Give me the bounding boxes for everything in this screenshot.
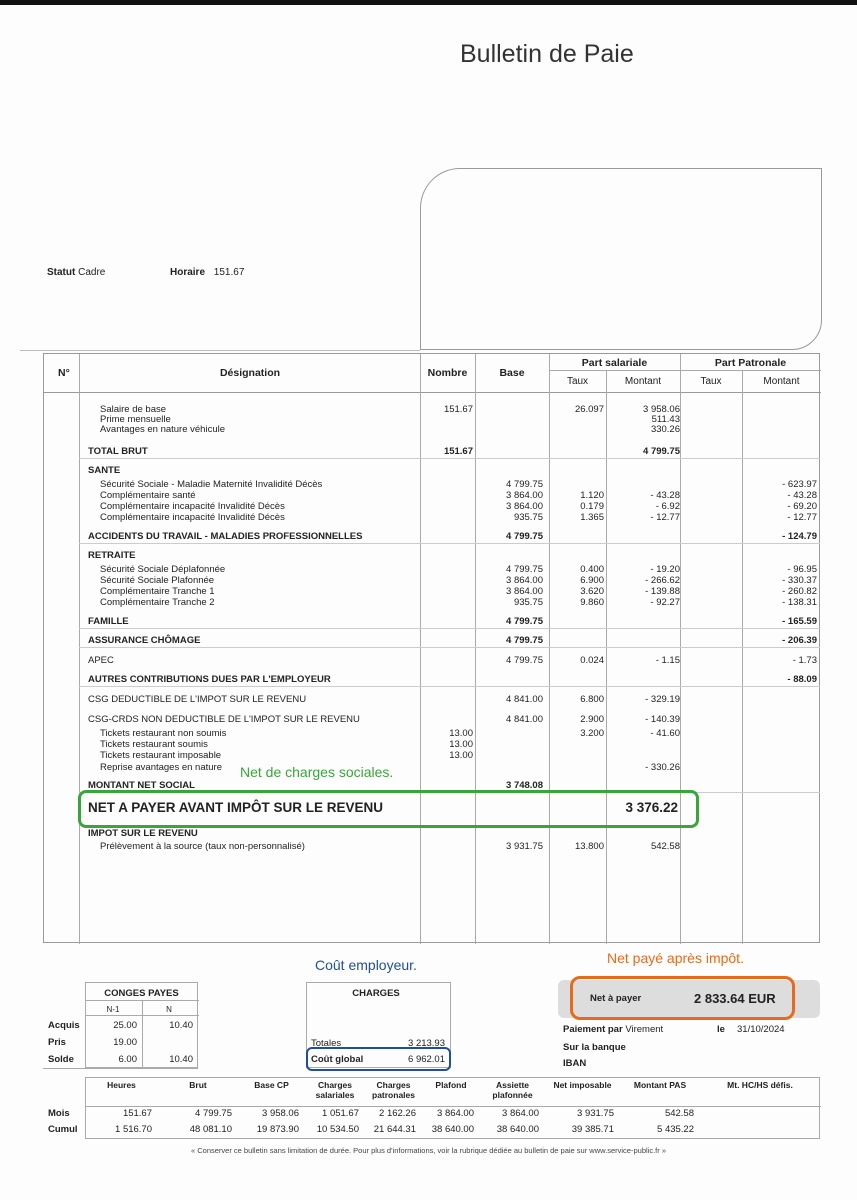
cell-base: 3 864.00: [506, 586, 543, 597]
cell-taux: 1.365: [580, 512, 604, 523]
paiement-value: Virement: [625, 1024, 664, 1035]
cell-montant-p: - 330.37: [782, 575, 817, 586]
cell-montant-p: - 12.77: [787, 512, 817, 523]
col-nombre: Nombre: [427, 367, 468, 379]
cell-montant-p: - 260.82: [782, 586, 817, 597]
conges-col-n1: N-1: [106, 1005, 120, 1014]
cell-label: Reprise avantages en nature: [100, 762, 222, 773]
cell-base: 3 748.08: [506, 780, 543, 791]
impot-taux: 13.800: [574, 841, 604, 852]
charges-totales-value: 3 213.93: [408, 1038, 445, 1049]
summary-header: Brut: [189, 1080, 207, 1090]
cell-montant: 4 799.75: [643, 446, 680, 457]
annotation-net-apres-impot: Net payé après impôt.: [607, 950, 744, 966]
col-num: N°: [58, 367, 70, 379]
summary-cell: 19 873.90: [256, 1124, 299, 1135]
col-designation: Désignation: [219, 367, 281, 379]
cell-label: MONTANT NET SOCIAL: [88, 780, 195, 791]
cell-label: Complémentaire santé: [100, 490, 196, 501]
impot-label: Prélèvement à la source (taux non-personnalisé): [100, 841, 305, 852]
cell-montant: - 139.88: [645, 586, 680, 597]
annotation-net-charges: Net de charges sociales.: [240, 764, 394, 780]
col-montant-patronal: Montant: [763, 376, 800, 387]
cell-label: Avantages en nature véhicule: [100, 424, 225, 435]
cell-montant: - 43.28: [650, 490, 680, 501]
summary-header: Base CP: [254, 1080, 289, 1090]
cell-label: Tickets restaurant soumis: [100, 739, 208, 750]
top-edge: [0, 0, 857, 5]
charges-title: CHARGES: [352, 988, 400, 999]
cell-label: AUTRES CONTRIBUTIONS DUES PAR L'EMPLOYEUR: [88, 674, 331, 685]
summary-header: Montant PAS: [633, 1080, 687, 1090]
summary-header: Heures: [107, 1080, 136, 1090]
cell-montant-p: - 124.79: [782, 531, 817, 542]
cell-base: 4 799.75: [506, 616, 543, 627]
conges-cell-n1: 25.00: [113, 1020, 137, 1031]
summary-cell: 3 864.00: [437, 1108, 474, 1119]
cell-montant-p: - 96.95: [787, 564, 817, 575]
cell-nombre: 151.67: [443, 446, 473, 457]
cell-nombre: 13.00: [449, 739, 473, 750]
cell-label: TOTAL BRUT: [88, 446, 148, 457]
summary-cell: 542.58: [664, 1108, 694, 1119]
cell-montant-p: - 88.09: [787, 674, 817, 685]
impot-base: 3 931.75: [506, 841, 543, 852]
summary-cell: 151.67: [122, 1108, 152, 1119]
cell-label: Salaire de base: [100, 404, 167, 415]
cell-label: Prime mensuelle: [100, 414, 171, 425]
payment-date: 31/10/2024: [737, 1024, 785, 1035]
col-taux-salarial: Taux: [566, 376, 589, 387]
cell-taux: 6.900: [580, 575, 604, 586]
cell-taux: 0.179: [580, 501, 604, 512]
summary-cell: 3 958.06: [262, 1108, 299, 1119]
summary-cell: 3 864.00: [502, 1108, 539, 1119]
summary-cell: 48 081.10: [189, 1124, 232, 1135]
summary-header: Charges patronales: [372, 1080, 415, 1100]
footer-note: « Conserver ce bulletin sans limitation de durée. Pour plus d'informations, voir la rubrique dédiée au bulletin de paie sur www.service-public.fr »: [190, 1146, 666, 1155]
net-avant-impot-value: 3 376.22: [625, 800, 678, 815]
cell-montant-p: - 206.39: [782, 635, 817, 646]
cell-label: Sécurité Sociale Déplafonnée: [100, 564, 226, 575]
impot-montant: 542.58: [650, 841, 680, 852]
cell-montant: - 41.60: [650, 728, 680, 739]
cell-montant: - 140.39: [645, 714, 680, 725]
cell-nombre: 151.67: [443, 404, 473, 415]
address-box: [420, 168, 822, 350]
cell-taux: 3.200: [580, 728, 604, 739]
cell-base: 4 841.00: [506, 694, 543, 705]
paiement-field: [563, 1024, 663, 1035]
cell-label: Sécurité Sociale Plafonnée: [100, 575, 215, 586]
cell-base: 935.75: [513, 512, 543, 523]
summary-cell: 1 516.70: [115, 1124, 152, 1135]
cell-montant: - 19.20: [650, 564, 680, 575]
statut-field: [47, 267, 105, 278]
cell-label: RETRAITE: [88, 550, 136, 561]
summary-cell: 2 162.26: [379, 1108, 416, 1119]
summary-header: Mt. HC/HS défis.: [727, 1080, 793, 1090]
cell-montant: - 329.19: [645, 694, 680, 705]
cell-montant: 3 958.06: [643, 404, 680, 415]
net-payer-label: Net à payer: [590, 993, 642, 1004]
cell-montant-p: - 138.31: [782, 597, 817, 608]
cell-taux: 9.860: [580, 597, 604, 608]
col-part-salariale: Part salariale: [581, 357, 648, 369]
cell-montant-p: - 165.59: [782, 616, 817, 627]
summary-header: Assiette plafonnée: [492, 1080, 533, 1100]
cell-montant: - 1.15: [655, 655, 680, 666]
summary-header: Plafond: [435, 1080, 467, 1090]
cell-label: ACCIDENTS DU TRAVAIL - MALADIES PROFESSIONNELLES: [88, 531, 363, 542]
cell-label: Tickets restaurant non soumis: [100, 728, 227, 739]
date-label: le: [717, 1024, 725, 1035]
row-divider: [79, 686, 820, 687]
annotation-cout-employeur: Coût employeur.: [315, 957, 417, 973]
cell-montant: - 12.77: [650, 512, 680, 523]
horaire-label: Horaire: [170, 267, 206, 278]
row-divider: [79, 458, 820, 459]
summary-row-label: Mois: [48, 1108, 70, 1119]
conges-cell-n1: 6.00: [118, 1054, 137, 1065]
cell-montant: - 330.26: [645, 762, 680, 773]
cell-montant-p: - 623.97: [782, 479, 817, 490]
conges-row-label: Pris: [48, 1037, 66, 1048]
page-title: Bulletin de Paie: [460, 40, 634, 68]
horaire-value: 151.67: [213, 267, 245, 278]
cell-label: ASSURANCE CHÔMAGE: [88, 635, 201, 646]
summary-cell: 39 385.71: [571, 1124, 614, 1135]
cell-taux: 26.097: [574, 404, 604, 415]
summary-cell: 5 435.22: [657, 1124, 694, 1135]
cell-label: SANTE: [88, 465, 121, 476]
col-part-patronale: Part Patronale: [714, 357, 787, 369]
cell-base: 935.75: [513, 597, 543, 608]
cell-montant: 330.26: [650, 424, 680, 435]
header-divider: [20, 350, 420, 351]
paiement-label: Paiement par: [563, 1024, 623, 1035]
col-montant-salarial: Montant: [624, 376, 662, 387]
cell-montant-p: - 69.20: [787, 501, 817, 512]
conges-row-label: Solde: [48, 1054, 74, 1065]
cell-montant: - 6.92: [655, 501, 680, 512]
banque-label: Sur la banque: [563, 1042, 626, 1053]
conges-cell-n1: 19.00: [113, 1037, 137, 1048]
cell-nombre: 13.00: [449, 728, 473, 739]
iban-label: IBAN: [563, 1058, 587, 1069]
col-taux-patronal: Taux: [700, 376, 722, 387]
row-divider: [79, 543, 820, 544]
charges-totales-label: Totales: [311, 1038, 342, 1049]
horaire-field: [170, 267, 244, 278]
cell-montant: - 92.27: [650, 597, 680, 608]
summary-cell: 21 644.31: [373, 1124, 416, 1135]
cell-montant-p: - 43.28: [787, 490, 817, 501]
summary-cell: 4 799.75: [195, 1108, 232, 1119]
cell-taux: 1.120: [580, 490, 604, 501]
statut-label: Statut: [47, 267, 76, 278]
impot-section: IMPOT SUR LE REVENU: [88, 828, 198, 839]
cell-taux: 2.900: [580, 714, 604, 725]
summary-cell: 38 640.00: [496, 1124, 539, 1135]
summary-header: Charges salariales: [315, 1080, 355, 1100]
cell-base: 4 799.75: [506, 564, 543, 575]
cell-label: Complémentaire Tranche 2: [100, 597, 215, 608]
cell-label: Complémentaire Tranche 1: [100, 586, 215, 597]
cell-taux: 0.024: [580, 655, 604, 666]
cell-nombre: 13.00: [449, 750, 473, 761]
cell-base: 3 864.00: [506, 501, 543, 512]
payslip-table: [43, 353, 820, 943]
net-avant-impot-label: NET A PAYER AVANT IMPÔT SUR LE REVENU: [88, 800, 384, 815]
cell-base: 4 799.75: [506, 635, 543, 646]
cell-montant: - 266.62: [645, 575, 680, 586]
conges-col-n: N: [166, 1005, 172, 1014]
cout-global-value: 6 962.01: [408, 1054, 445, 1065]
cell-montant-p: - 1.73: [792, 655, 817, 666]
conges-title: CONGES PAYES: [104, 988, 179, 999]
cell-montant: 511.43: [651, 414, 680, 425]
cell-base: 4 799.75: [506, 531, 543, 542]
cell-taux: 3.620: [580, 586, 604, 597]
summary-cell: 1 051.67: [322, 1108, 359, 1119]
summary-cell: 10 534.50: [316, 1124, 359, 1135]
cell-label: Sécurité Sociale - Maladie Maternité Invalidité Décès: [100, 479, 323, 490]
cell-label: Complémentaire incapacité Invalidité Décès: [100, 501, 285, 512]
summary-cell: 38 640.00: [431, 1124, 474, 1135]
statut-value: Cadre: [78, 267, 106, 278]
cell-base: 4 799.75: [506, 655, 543, 666]
cell-base: 4 799.75: [506, 479, 543, 490]
cell-label: APEC: [88, 655, 114, 666]
col-base: Base: [499, 367, 525, 379]
cell-taux: 0.400: [580, 564, 604, 575]
summary-header: Net imposable: [553, 1080, 612, 1090]
conges-cell-n: 10.40: [169, 1054, 193, 1065]
cell-label: CSG-CRDS NON DEDUCTIBLE DE L'IMPOT SUR LE REVENU: [88, 714, 360, 725]
cell-label: CSG DEDUCTIBLE DE L'IMPOT SUR LE REVENU: [88, 694, 307, 705]
cell-base: 4 841.00: [506, 714, 543, 725]
cell-label: Complémentaire incapacité Invalidité Décès: [100, 512, 285, 523]
row-divider: [79, 647, 820, 648]
cell-base: 3 864.00: [506, 490, 543, 501]
summary-cell: 3 931.75: [577, 1108, 614, 1119]
cout-global-label: Coût global: [311, 1054, 364, 1065]
summary-row-label: Cumul: [48, 1124, 78, 1135]
conges-cell-n: 10.40: [169, 1020, 193, 1031]
cell-base: 3 864.00: [506, 575, 543, 586]
row-divider: [79, 628, 820, 629]
cell-label: Tickets restaurant imposable: [100, 750, 222, 761]
cell-label: FAMILLE: [88, 616, 129, 627]
net-payer-value: 2 833.64 EUR: [694, 991, 776, 1006]
cell-taux: 6.800: [580, 694, 604, 705]
conges-row-label: Acquis: [48, 1020, 80, 1031]
